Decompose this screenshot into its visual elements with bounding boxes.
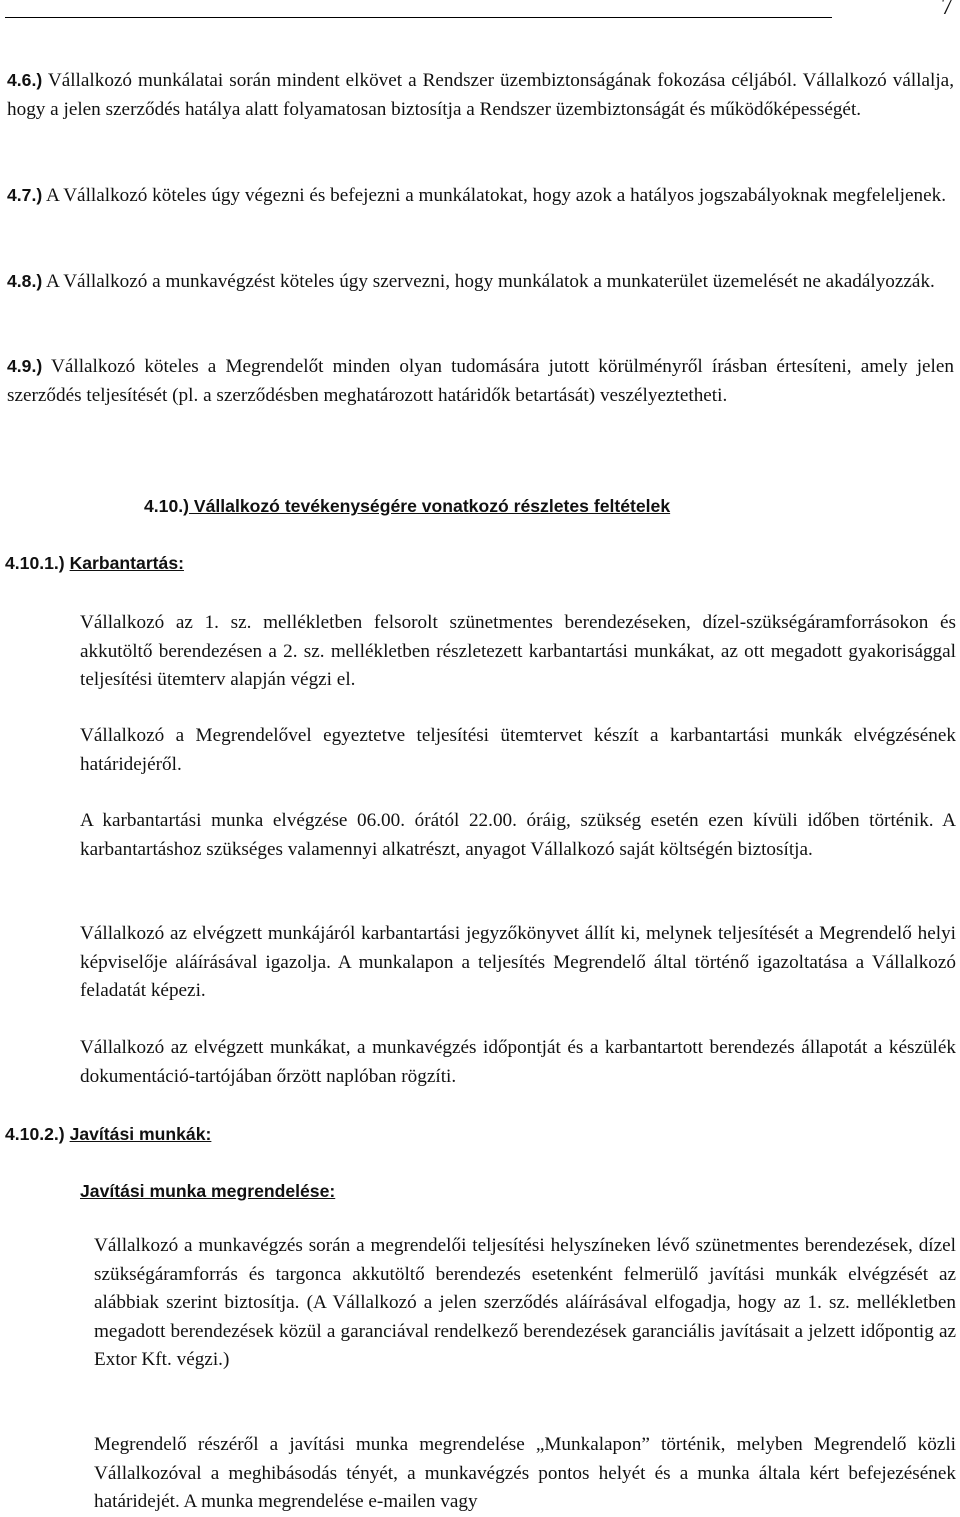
section-4-10-2-heading xyxy=(5,1124,211,1145)
section-number: 4.6.) xyxy=(7,70,43,90)
section-number: 4.10.1.) xyxy=(5,553,70,573)
section-title: Karbantartás: xyxy=(69,553,184,573)
section-text: A Vállalkozó köteles úgy végezni és befejezni a munkálatokat, hogy azok a hatályos jogszabályoknak megfeleljenek. xyxy=(42,185,947,206)
section-4-9 xyxy=(7,352,954,410)
paragraph: Megrendelő részéről a javítási munka megrendelése „Munkalapon” történik, melyben Megrendelő közli Vállalkozóval a meghibásodás tényét, a munkavégzés pontos helyét és a munka általa kért befejezésének határidejét. A munka megrendelése e-mailen vagy xyxy=(94,1434,956,1513)
section-title: Vállalkozó tevékenységére vonatkozó részletes feltételek xyxy=(189,496,671,516)
paragraph: Vállalkozó az 1. sz. mellékletben felsorolt szünetmentes berendezéseken, dízel-szükségáramforrásokon és akkutöltő berendezésen a 2. sz. mellékletben részletezett karbantartási munkákat, az ott megadott gyakorisággal teljesítési ütemterv alapján végzi el. xyxy=(80,612,956,691)
subsection-heading xyxy=(80,1181,335,1202)
section-4-7 xyxy=(7,181,954,210)
section-number: 4.10.) xyxy=(144,496,189,516)
subsection-title: Javítási munka megrendelése: xyxy=(80,1181,336,1201)
paragraph: Vállalkozó a munkavégzés során a megrendelői teljesítési helyszíneken lévő szünetmentes berendezések, dízel szükségáramforrás és targonca akkutöltő berendezés esetenként felmerülő javítási munkák elvégzését az alábbiak szerint biztosítja. (A Vállalkozó a jelen szerződés aláírásával elfogadja, hogy az 1. sz. mellékletben megadott berendezések közül a garanciával rendelkező berendezések garanciális javításait a jelzett időpontig az Extor Kft. végzi.) xyxy=(94,1235,956,1371)
section-number: 4.7.) xyxy=(7,185,43,205)
section-text: Vállalkozó köteles a Megrendelőt minden olyan tudomására jutott körülményről írásban értesíteni, amely jelen szerződés teljesítését (pl. a szerződésben meghatározott határidők betartását) veszélyeztetheti. xyxy=(7,356,954,406)
section-4-10-heading xyxy=(144,496,670,517)
section-number: 4.8.) xyxy=(7,271,43,291)
paragraph: Vállalkozó az elvégzett munkákat, a munkavégzés időpontját és a karbantartott berendezés állapotát a készülék dokumentáció-tartójában őrzött naplóban rögzíti. xyxy=(80,1037,956,1087)
section-title: Javítási munkák: xyxy=(69,1124,212,1144)
section-4-10-1-heading xyxy=(5,553,184,574)
section-number: 4.10.2.) xyxy=(5,1124,70,1144)
section-number: 4.9.) xyxy=(7,356,43,376)
section-text: A Vállalkozó a munkavégzést köteles úgy szervezni, hogy munkálatok a munkaterület üzemelését ne akadályozzák. xyxy=(42,271,935,292)
paragraph: Vállalkozó az elvégzett munkájáról karbantartási jegyzőkönyvet állít ki, melynek teljesítését a Megrendelő helyi képviselője aláírásával igazolja. A munkalapon a teljesítés Megrendelő által történő igazoltatása a Vállalkozó feladatát képezi. xyxy=(80,923,956,1002)
paragraph: Vállalkozó a Megrendelővel egyeztetve teljesítési ütemtervet készít a karbantartási munkák elvégzésének határidejéről. xyxy=(80,725,956,775)
page-number: 7 xyxy=(941,0,953,20)
section-4-8 xyxy=(7,267,954,296)
section-text: Vállalkozó munkálatai során mindent elkövet a Rendszer üzembiztonságának fokozása céljából. Vállalkozó vállalja, hogy a jelen szerződés hatálya alatt folyamatosan biztosítja a Rendszer üzembiztonságát és működőképességét. xyxy=(7,70,954,120)
section-4-6 xyxy=(7,66,954,124)
paragraph: A karbantartási munka elvégzése 06.00. órától 22.00. óráig, szükség esetén ezen kívüli időben történik. A karbantartáshoz szükséges valamennyi alkatrészt, anyagot Vállalkozó saját költségén biztosítja. xyxy=(80,810,956,860)
header-rule xyxy=(5,17,832,18)
